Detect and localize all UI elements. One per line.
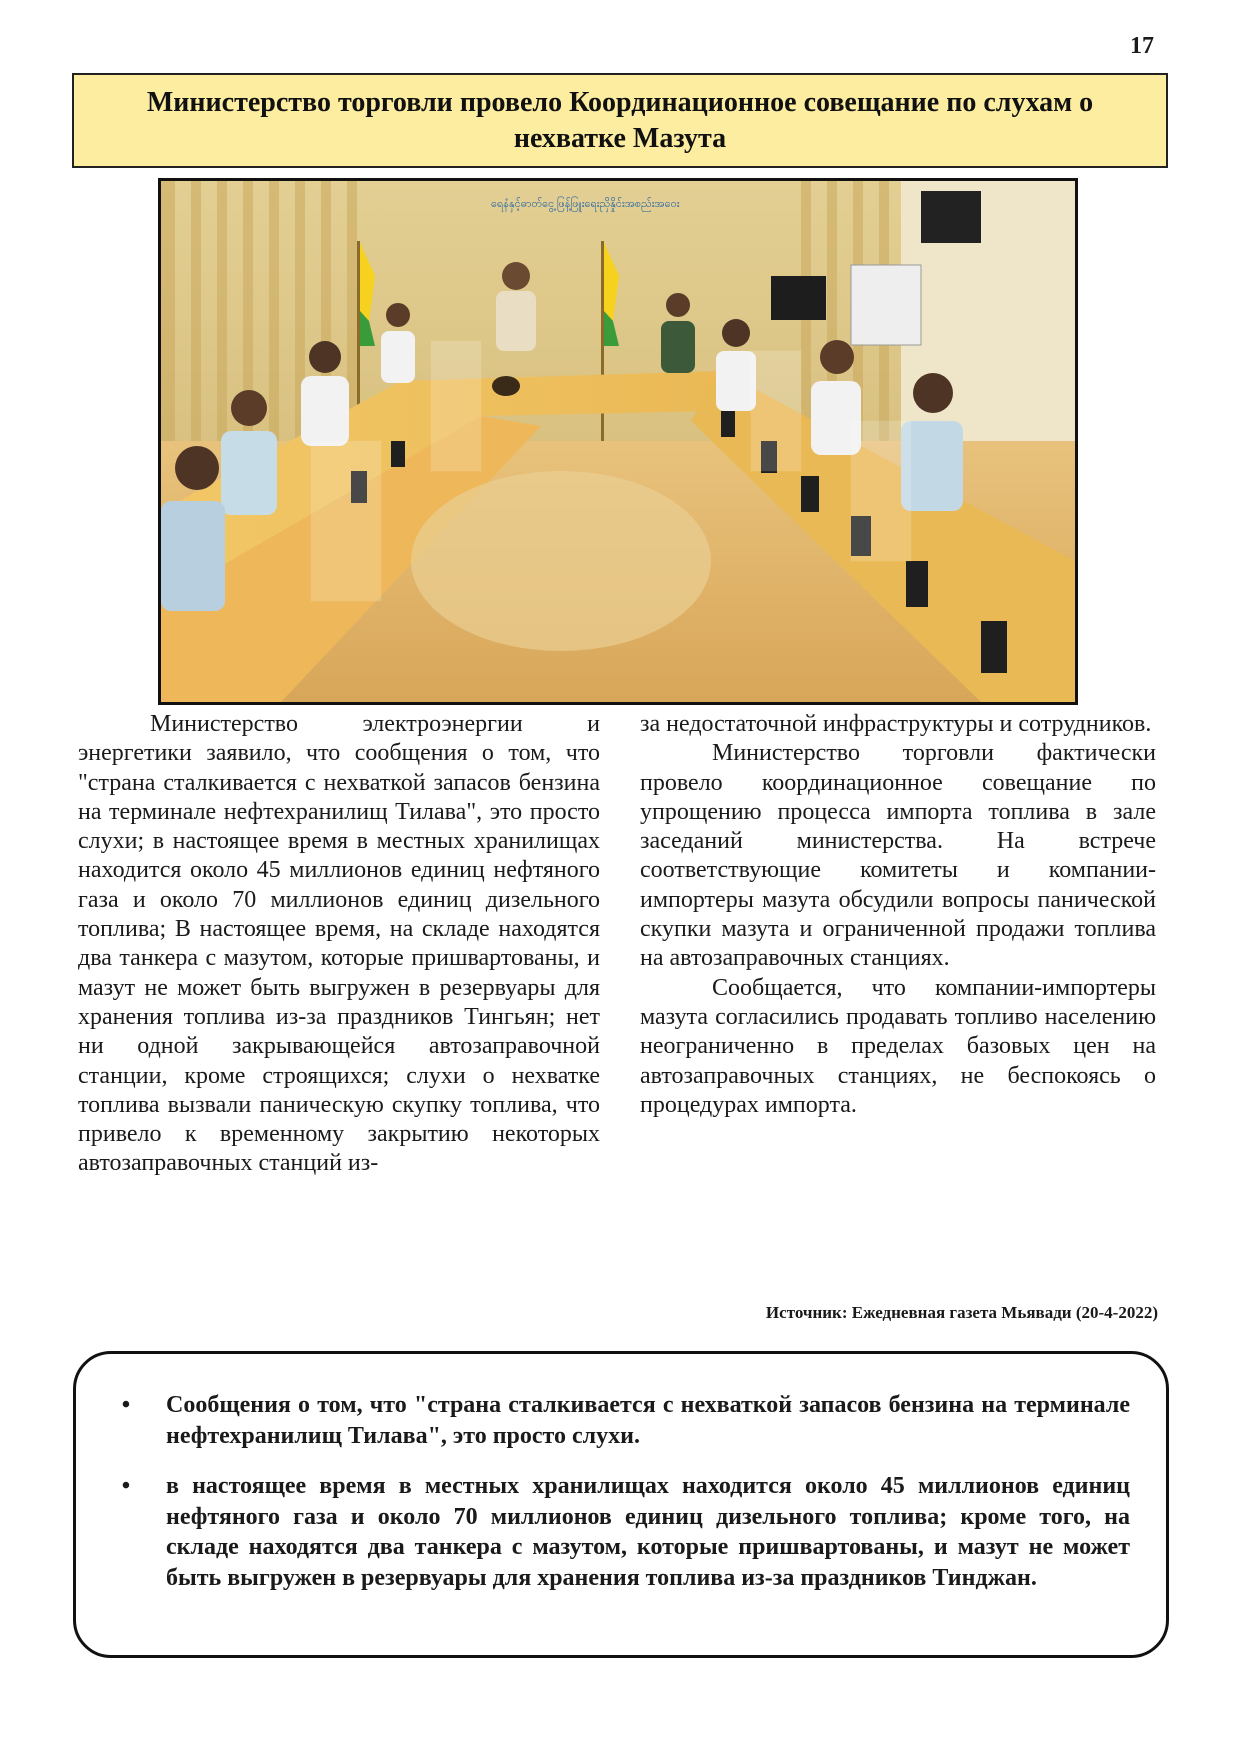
article-paragraph-2: Министерство торговли фактически провело координационное совещание по упрощению процесса импорта топлива в зале заседаний министерства. На встрече соответствующие комитеты и компании-импортеры мазута обсудили вопросы панической скупки мазута и ограниченной продажи топлива на автозаправочных станциях.	[640, 740, 1156, 972]
headline-box	[72, 73, 1168, 168]
summary-item-text: Сообщения о том, что "страна сталкивается с нехваткой запасов бензина на терминале нефтехранилищ Тилава", это просто слухи.	[166, 1392, 1130, 1449]
summary-list	[114, 1390, 1130, 1593]
article-paragraph-1-continuation: за недостаточной инфраструктуры и сотрудников.	[640, 711, 1152, 737]
meeting-photo-illustration	[161, 181, 1075, 702]
article-left-column	[78, 710, 600, 1179]
summary-item-text: в настоящее время в местных хранилищах находится около 45 миллионов единиц нефтяного газа и около 70 миллионов единиц дизельного топлива; кроме того, на складе находятся два танкера с мазутом, которые пришвартованы, и мазут не может быть выгружен в резервуары для хранения топлива из-за праздников Тинджан.	[166, 1473, 1130, 1591]
article-right-column	[640, 710, 1156, 1120]
headline: Министерство торговли провело Координационное совещание по слухам о нехватке Мазута	[146, 86, 1094, 154]
page-number: 17	[1130, 33, 1154, 59]
summary-box	[73, 1351, 1169, 1658]
summary-item	[114, 1390, 1130, 1451]
photo-banner-text: ရေနံနှင့်ဓာတ်ငွေ့ဖြန့်ဖြူးရေးညှိနှိုင်းအစည်းအဝေး	[491, 197, 680, 210]
article-paragraph-3: Сообщается, что компании-импортеры мазута согласились продавать топливо населению неограниченно в пределах базовых цен на автозаправочных станциях, не беспокоясь о процедурах импорта.	[640, 974, 1156, 1118]
summary-item	[114, 1471, 1130, 1593]
source-credit: Источник: Ежедневная газета Мьявади (20-4-2022)	[765, 1303, 1158, 1322]
article-paragraph-1: Министерство электроэнергии и энергетики заявило, что сообщения о том, что "страна сталкивается с нехваткой запасов бензина на терминале нефтехранилищ Тилава", это просто слухи; в настоящее время в местных хранилищах находится около 45 миллионов единиц нефтяного газа и около 70 миллионов единиц дизельного топлива; В настоящее время, на складе находятся два танкера с мазутом, которые пришвартованы, и мазут не может быть выгружен в резервуары для хранения топлива из-за праздников Тингьян; нет ни одной закрывающейся автозаправочной станции, кроме строящихся; слухи о нехватке топлива вызвали паническую скупку топлива, что привело к временному закрытию некоторых автозаправочных станций из-	[78, 711, 600, 1177]
bullet-icon: •	[121, 1392, 131, 1418]
meeting-photo	[158, 178, 1078, 705]
bullet-icon: •	[121, 1473, 131, 1499]
